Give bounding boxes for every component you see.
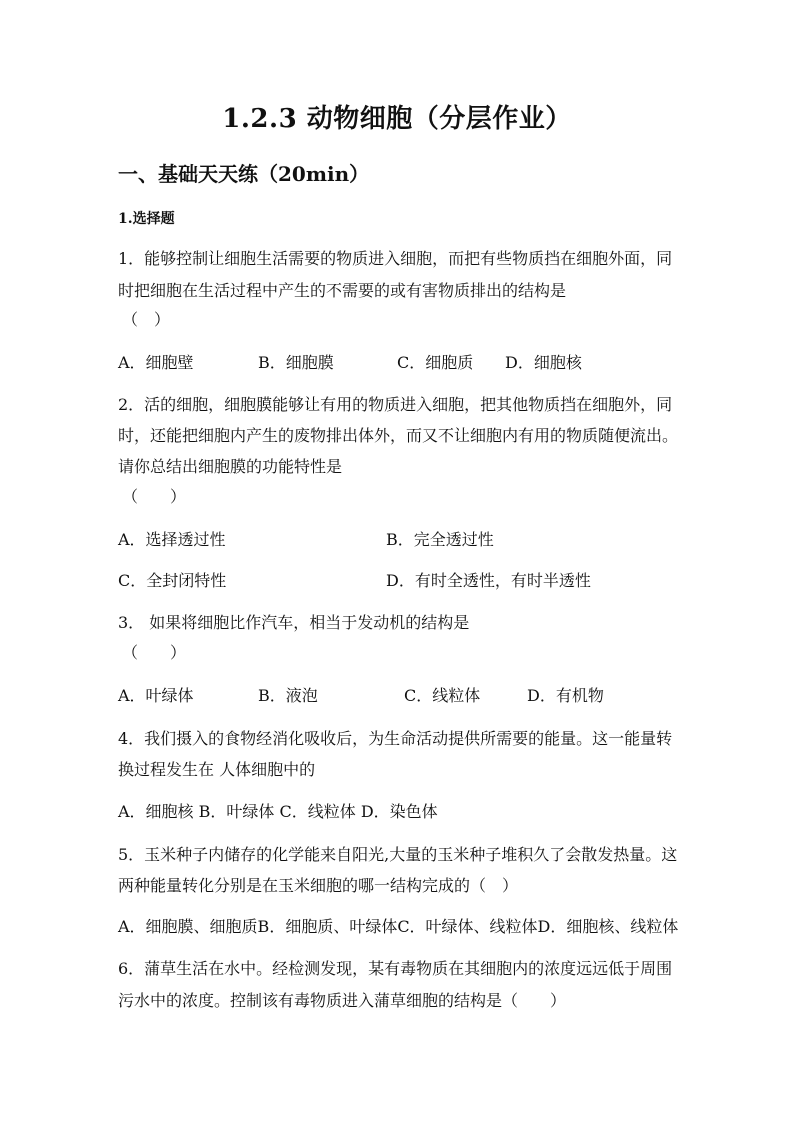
- question-1-option-c: C．细胞质: [397, 353, 474, 372]
- question-2-option-d: D．有时全透性，有时半透性: [386, 571, 591, 590]
- question-1-line-2: 时把细胞在生活过程中产生的不需要的或有害物质排出的结构是: [118, 281, 567, 300]
- question-1-answer-blank: （ ）: [122, 310, 171, 329]
- question-1-option-a: A．细胞壁: [118, 353, 194, 372]
- question-3-option-a: A．叶绿体: [118, 686, 194, 705]
- question-2-line-1: 2．活的细胞，细胞膜能够让有用的物质进入细胞，把其他物质挡在细胞外，同: [118, 395, 673, 414]
- question-3-line-1: 3． 如果将细胞比作汽车，相当于发动机的结构是: [118, 613, 470, 632]
- question-2-line-3: 请你总结出细胞膜的功能特性是: [118, 457, 343, 476]
- question-1-option-d: D．细胞核: [505, 353, 582, 372]
- question-4-line-2: 换过程发生在 人体细胞中的: [118, 760, 316, 779]
- question-2-option-a: A．选择透过性: [118, 530, 226, 549]
- question-6-line-2: 污水中的浓度。控制该有毒物质进入蒲草细胞的结构是（ ）: [118, 991, 567, 1010]
- question-5-options: A．细胞膜、细胞质B．细胞质、叶绿体C．叶绿体、线粒体D．细胞核、线粒体: [118, 917, 679, 936]
- question-5-line-1: 5．玉米种子内储存的化学能来自阳光,大量的玉米种子堆积久了会散发热量。这: [118, 845, 678, 864]
- question-4-line-1: 4．我们摄入的食物经消化吸收后，为生命活动提供所需要的能量。这一能量转: [118, 729, 673, 748]
- question-3-option-b: B．液泡: [258, 686, 318, 705]
- question-2-line-2: 时，还能把细胞内产生的废物排出体外，而又不让细胞内有用的物质随便流出。: [118, 426, 679, 445]
- question-1-line-1: 1．能够控制让细胞生活需要的物质进入细胞，而把有些物质挡在细胞外面，同: [118, 249, 673, 268]
- question-6-line-1: 6．蒲草生活在水中。经检测发现，某有毒物质在其细胞内的浓度远远低于周围: [118, 959, 673, 978]
- section-heading: 一、基础天天练（20min）: [118, 162, 370, 186]
- question-3-option-c: C．线粒体: [404, 686, 481, 705]
- question-2-answer-blank: （ ）: [122, 487, 187, 506]
- question-2-option-c: C．全封闭特性: [118, 571, 227, 590]
- question-3-answer-blank: （ ）: [122, 643, 187, 662]
- question-3-option-d: D．有机物: [527, 686, 604, 705]
- question-1-option-b: B．细胞膜: [258, 353, 334, 372]
- page-title: 1.2.3 动物细胞（分层作业）: [222, 104, 572, 134]
- question-2-option-b: B．完全透过性: [386, 530, 494, 549]
- question-4-options: A．细胞核 B．叶绿体 C．线粒体 D．染色体: [118, 802, 438, 821]
- subsection-heading: 1.选择题: [118, 211, 175, 227]
- question-5-line-2: 两种能量转化分别是在玉米细胞的哪一结构完成的（ ）: [118, 876, 519, 895]
